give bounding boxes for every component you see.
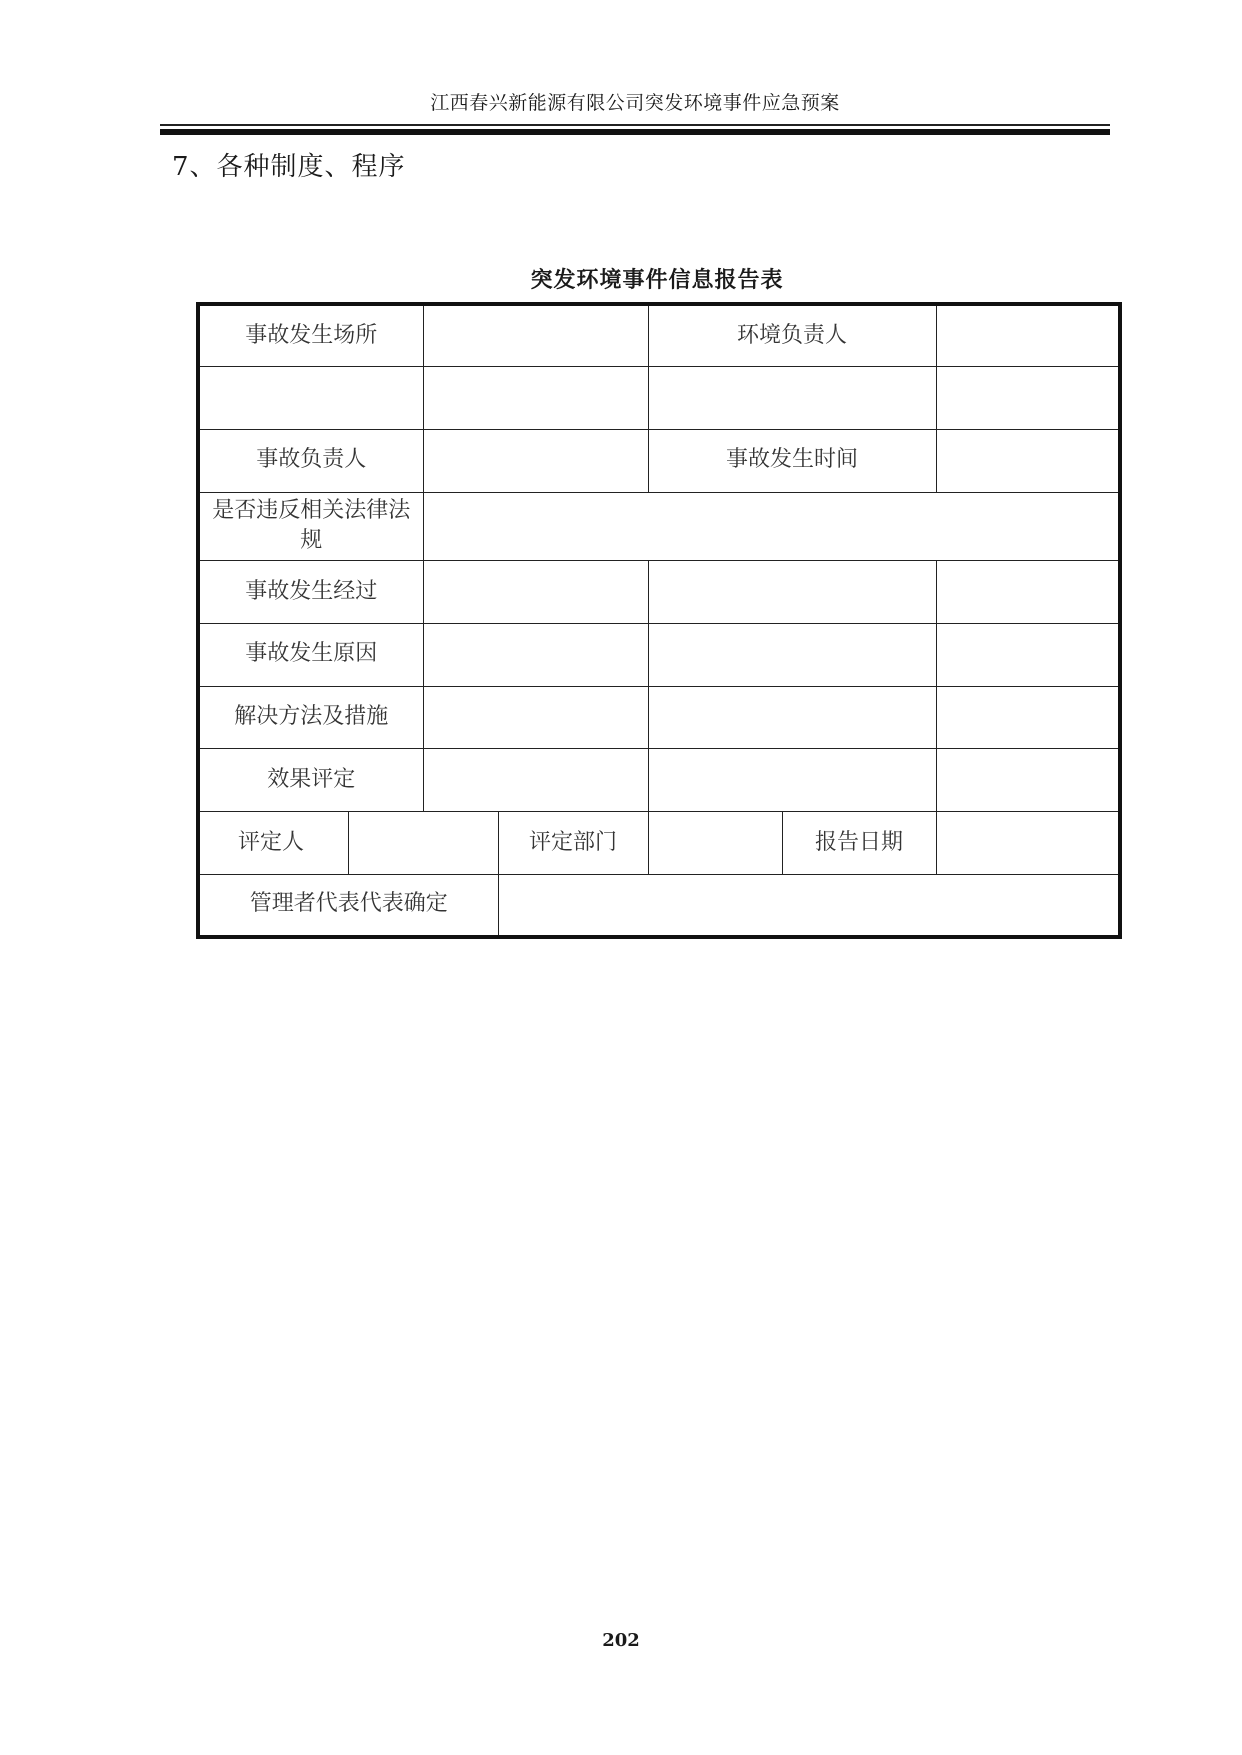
label-evaluator: 评定人: [198, 812, 348, 875]
document-header-title: 江西春兴新能源有限公司突发环境事件应急预案: [430, 92, 840, 114]
table-row: [198, 304, 1120, 367]
field-evaluator[interactable]: [348, 812, 498, 875]
label-management-rep: 管理者代表代表确定: [198, 874, 498, 937]
empty-cell[interactable]: [198, 367, 423, 430]
field-accident-cause-3[interactable]: [936, 624, 1120, 687]
table-row: [198, 812, 1120, 875]
field-effect-evaluation-3[interactable]: [936, 749, 1120, 812]
field-accident-process[interactable]: [423, 561, 648, 624]
section-heading: 7、各种制度、程序: [172, 152, 406, 182]
field-report-date[interactable]: [936, 812, 1120, 875]
label-accident-time: 事故发生时间: [648, 429, 936, 492]
field-effect-evaluation[interactable]: [423, 749, 648, 812]
field-accident-process-2[interactable]: [648, 561, 936, 624]
field-effect-evaluation-2[interactable]: [648, 749, 936, 812]
empty-cell[interactable]: [936, 367, 1120, 430]
field-solution-3[interactable]: [936, 686, 1120, 749]
field-law-violation[interactable]: [423, 492, 1120, 561]
table-row: [198, 561, 1120, 624]
table-row: [198, 367, 1120, 430]
field-solution[interactable]: [423, 686, 648, 749]
empty-cell[interactable]: [423, 367, 648, 430]
field-accident-time[interactable]: [936, 429, 1120, 492]
label-accident-cause: 事故发生原因: [198, 624, 423, 687]
table-row: [198, 686, 1120, 749]
field-accident-process-3[interactable]: [936, 561, 1120, 624]
form-title: 突发环境事件信息报告表: [530, 267, 784, 293]
field-accident-cause-2[interactable]: [648, 624, 936, 687]
incident-report-table: [196, 302, 1122, 939]
header-divider-thin: [160, 124, 1110, 126]
field-accident-location[interactable]: [423, 304, 648, 367]
label-evaluation-dept: 评定部门: [498, 812, 648, 875]
empty-cell[interactable]: [648, 367, 936, 430]
label-effect-evaluation: 效果评定: [198, 749, 423, 812]
table-row: [198, 749, 1120, 812]
field-env-responsible[interactable]: [936, 304, 1120, 367]
field-evaluation-dept[interactable]: [648, 812, 782, 875]
table-row: [198, 429, 1120, 492]
label-accident-process: 事故发生经过: [198, 561, 423, 624]
label-law-violation: 是否违反相关法律法规: [198, 492, 423, 561]
field-solution-2[interactable]: [648, 686, 936, 749]
table-row: [198, 874, 1120, 937]
label-env-responsible: 环境负责人: [648, 304, 936, 367]
table-row: [198, 624, 1120, 687]
header-divider-thick: [160, 129, 1110, 135]
label-accident-location: 事故发生场所: [198, 304, 423, 367]
field-management-rep[interactable]: [498, 874, 1120, 937]
label-solution: 解决方法及措施: [198, 686, 423, 749]
label-accident-responsible: 事故负责人: [198, 429, 423, 492]
table-row: [198, 492, 1120, 561]
label-report-date: 报告日期: [782, 812, 936, 875]
page-number: 202: [602, 1630, 640, 1651]
field-accident-responsible[interactable]: [423, 429, 648, 492]
field-accident-cause[interactable]: [423, 624, 648, 687]
